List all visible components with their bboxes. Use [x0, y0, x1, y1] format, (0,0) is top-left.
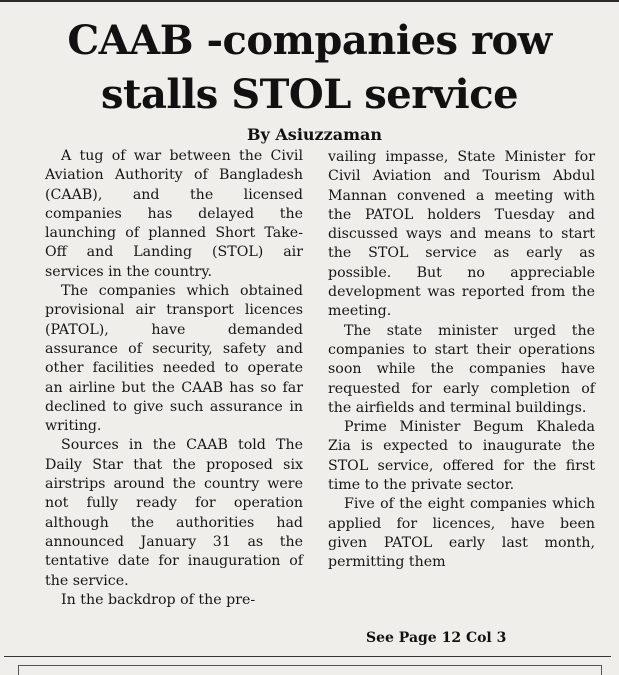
- paragraph: Five of the eight companies which applied for licences, have been given PATOL early last month, permitting them: [328, 496, 595, 571]
- paragraph: Prime Minister Begum Khaleda Zia is expected to inaugurate the STOL service, offered for the first time to the private sector.: [328, 419, 595, 494]
- paragraph: In the backdrop of the pre-: [61, 591, 256, 608]
- headline-line-1: CAAB -companies row: [67, 17, 552, 64]
- paragraph: Sources in the CAAB told The Daily Star that the proposed six airstrips around the country were not fully ready for operation although the authorities had announced January 31 as the tentative date for inauguration of the service.: [45, 437, 303, 589]
- paragraph: vailing impasse, State Minister for Civil Aviation and Tourism Abdul Mannan convened a meeting with the PATOL holders Tuesday and discussed ways and means to start the STOL service as early as possible. But no appreciable development was reported from the meeting.: [328, 149, 595, 320]
- continuation-reference: See Page 12 Col 3: [366, 630, 507, 646]
- byline: By Asiuzzaman: [247, 125, 382, 144]
- bottom-divider: [4, 656, 611, 657]
- headline-line-2: stalls STOL service: [100, 71, 519, 118]
- paragraph: A tug of war between the Civil Aviation Authority of Bangladesh (CAAB), and the licensed companies has delayed the launching of planned Short Take-Off and Landing (STOL) air services in the country.: [45, 148, 303, 280]
- paragraph: The state minister urged the companies to start their operations soon while the companies have requested for early completion of the airfields and terminal buildings.: [328, 322, 595, 416]
- paragraph: The companies which obtained provisional air transport licences (PATOL), have demanded assurance of security, safety and other facilities needed to operate an airline but the CAAB has so far declined to give such assurance in writing.: [45, 283, 303, 435]
- article-column-right: [328, 148, 595, 573]
- article-column-left: [45, 147, 303, 610]
- next-article-border: [18, 665, 602, 675]
